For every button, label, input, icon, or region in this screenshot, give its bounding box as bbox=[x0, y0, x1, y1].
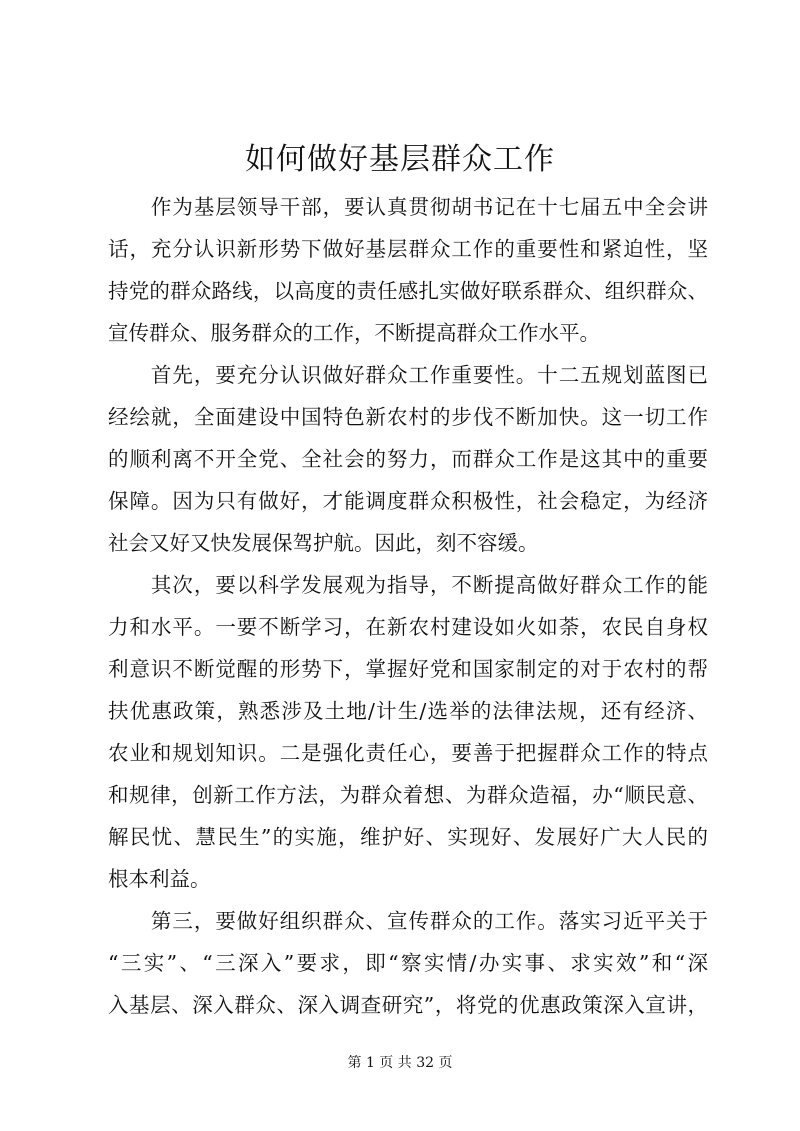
text-line: 扶优惠政策，熟悉涉及土地/计生/选举的法律法规，还有经济、 bbox=[108, 699, 708, 723]
text-line: 社会又好又快发展保驾护航。因此，刻不容缓。 bbox=[108, 531, 539, 555]
text-line: 持党的群众路线，以高度的责任感扎实做好联系群众、组织群众、 bbox=[108, 279, 708, 303]
text-line: 宣传群众、服务群众的工作，不断提高群众工作水平。 bbox=[108, 321, 600, 345]
text-line: 解民忧、慧民生”的实施，维护好、实现好、发展好广大人民的 bbox=[108, 825, 708, 849]
page-number-footer: 第 1 页 共 32 页 bbox=[347, 1055, 453, 1071]
text-line: 农业和规划知识。二是强化责任心，要善于把握群众工作的特点 bbox=[108, 741, 708, 765]
text-line: “三实”、“三深入”要求，即“察实情/办实事、求实效”和“深 bbox=[108, 951, 708, 975]
text-line: 力和水平。一要不断学习，在新农村建设如火如荼，农民自身权 bbox=[108, 615, 708, 639]
text-line: 利意识不断觉醒的形势下，掌握好党和国家制定的对于农村的帮 bbox=[108, 657, 708, 681]
text-line: 和规律，创新工作方法，为群众着想、为群众造福，办“顺民意、 bbox=[108, 783, 708, 807]
text-line: 首先，要充分认识做好群众工作重要性。十二五规划蓝图已 bbox=[108, 363, 708, 387]
text-line: 保障。因为只有做好，才能调度群众积极性，社会稳定，为经济 bbox=[108, 489, 708, 513]
text-line: 的顺利离不开全党、全社会的努力，而群众工作是这其中的重要 bbox=[108, 447, 708, 471]
text-line: 入基层、深入群众、深入调查研究”，将党的优惠政策深入宣讲， bbox=[108, 993, 708, 1017]
text-line: 经绘就，全面建设中国特色新农村的步伐不断加快。这一切工作 bbox=[108, 405, 708, 429]
document-body bbox=[108, 186, 708, 1026]
paragraph bbox=[108, 186, 708, 354]
text-line: 第三，要做好组织群众、宣传群众的工作。落实习近平关于 bbox=[108, 909, 708, 933]
text-line: 根本利益。 bbox=[108, 867, 211, 891]
paragraph bbox=[108, 564, 708, 900]
paragraph bbox=[108, 900, 708, 1026]
text-line: 作为基层领导干部，要认真贯彻胡书记在十七届五中全会讲 bbox=[108, 195, 708, 219]
paragraph bbox=[108, 354, 708, 564]
document-title: 如何做好基层群众工作 bbox=[245, 142, 555, 177]
text-line: 话，充分认识新形势下做好基层群众工作的重要性和紧迫性，坚 bbox=[108, 237, 708, 261]
text-line: 其次，要以科学发展观为指导，不断提高做好群众工作的能 bbox=[108, 573, 708, 597]
